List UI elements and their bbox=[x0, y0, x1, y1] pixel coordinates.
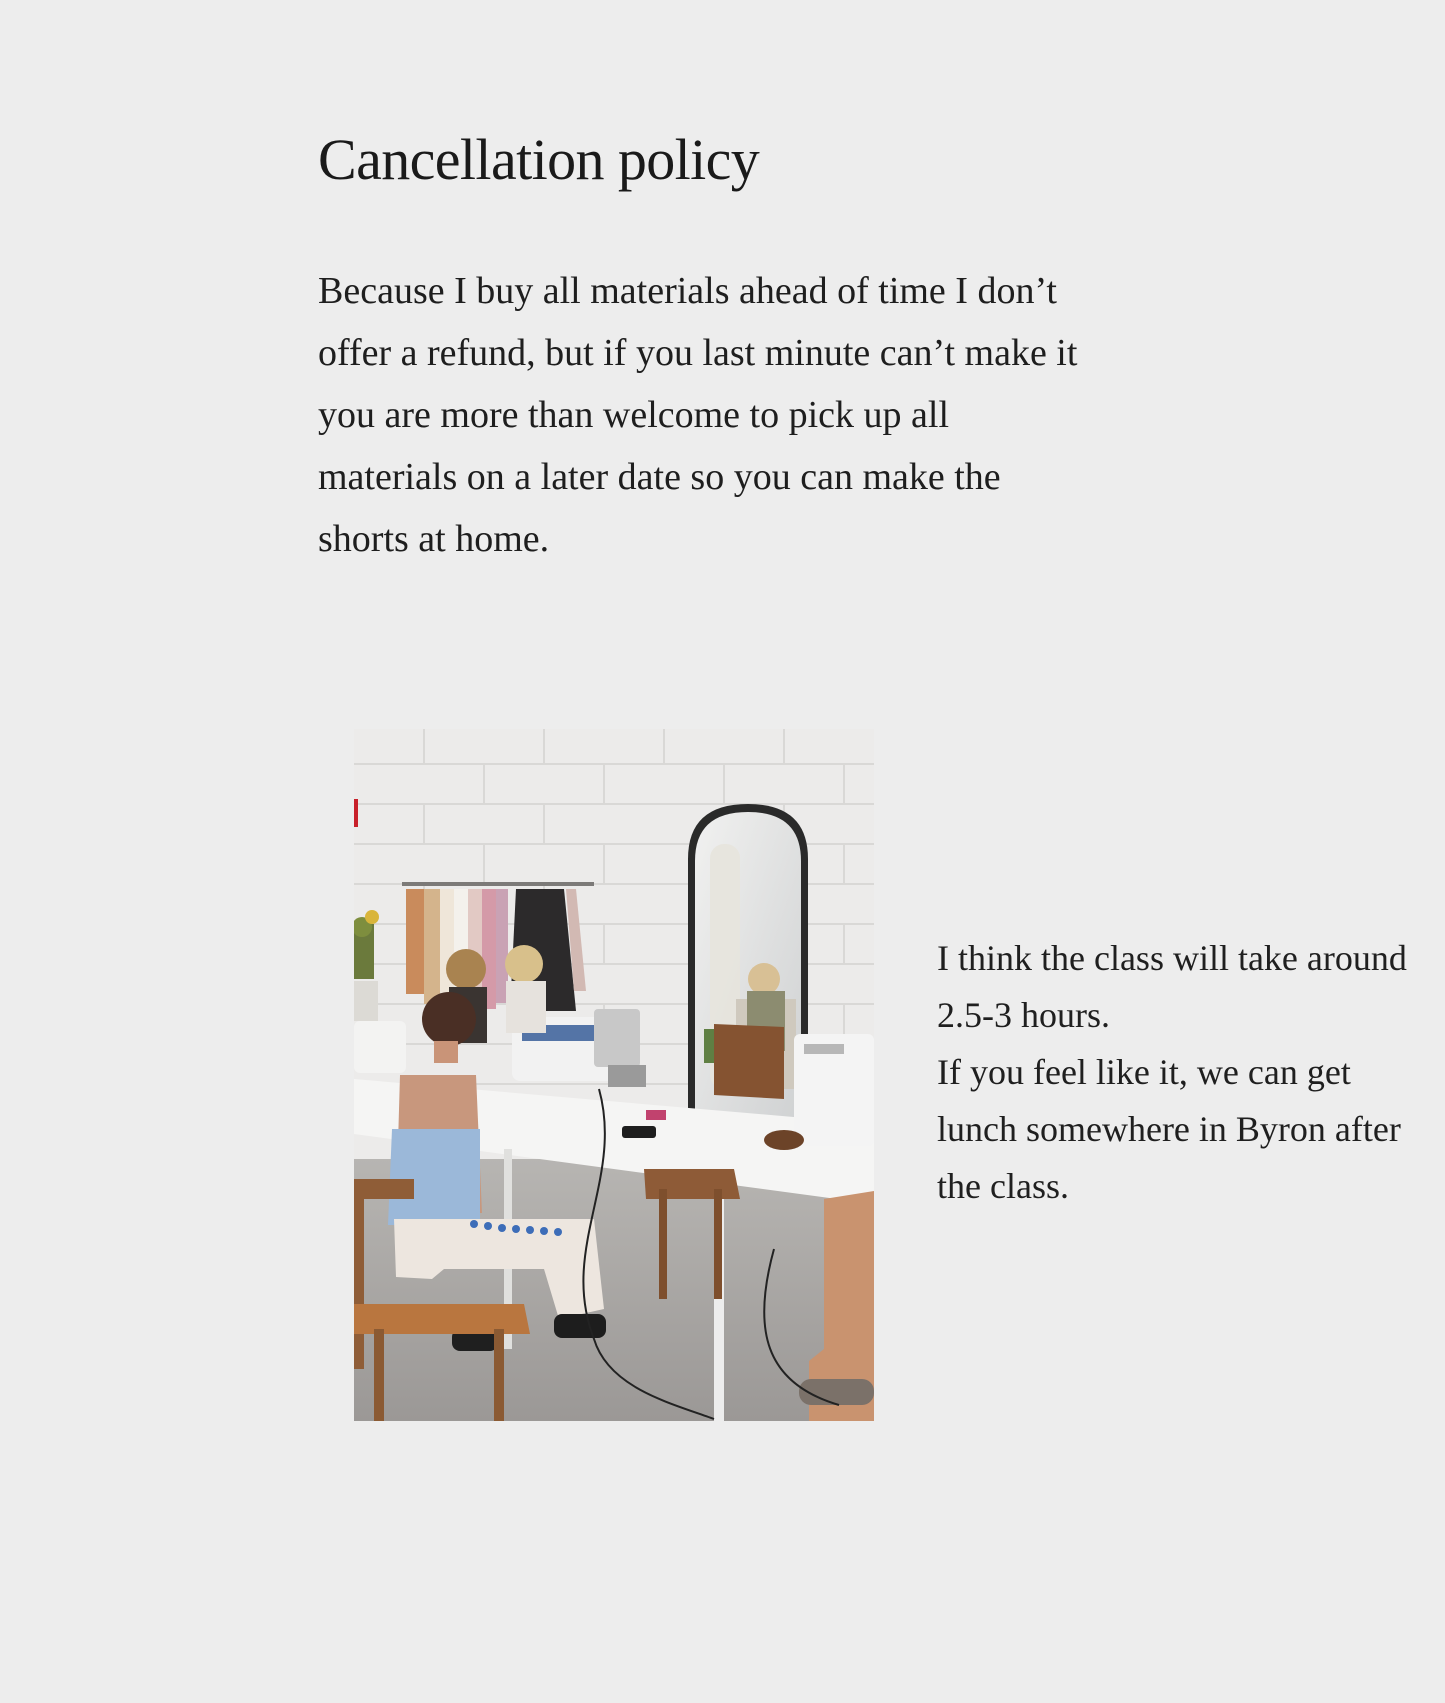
lunch-text: If you feel like it, we can get lunch somewhere in Byron after the class. bbox=[937, 1052, 1401, 1206]
cancellation-policy-text: Because I buy all materials ahead of time I don’t offer a refund, but if you last minute can’t make it you are more than welcome to pick up all materials on a later date so you can make the shorts at home. bbox=[318, 270, 1078, 560]
page-title: Cancellation policy bbox=[318, 127, 760, 192]
class-info-text bbox=[937, 930, 1417, 1215]
class-duration-text: I think the class will take around 2.5-3 hours. bbox=[937, 938, 1407, 1035]
sewing-class-photo bbox=[354, 729, 874, 1421]
